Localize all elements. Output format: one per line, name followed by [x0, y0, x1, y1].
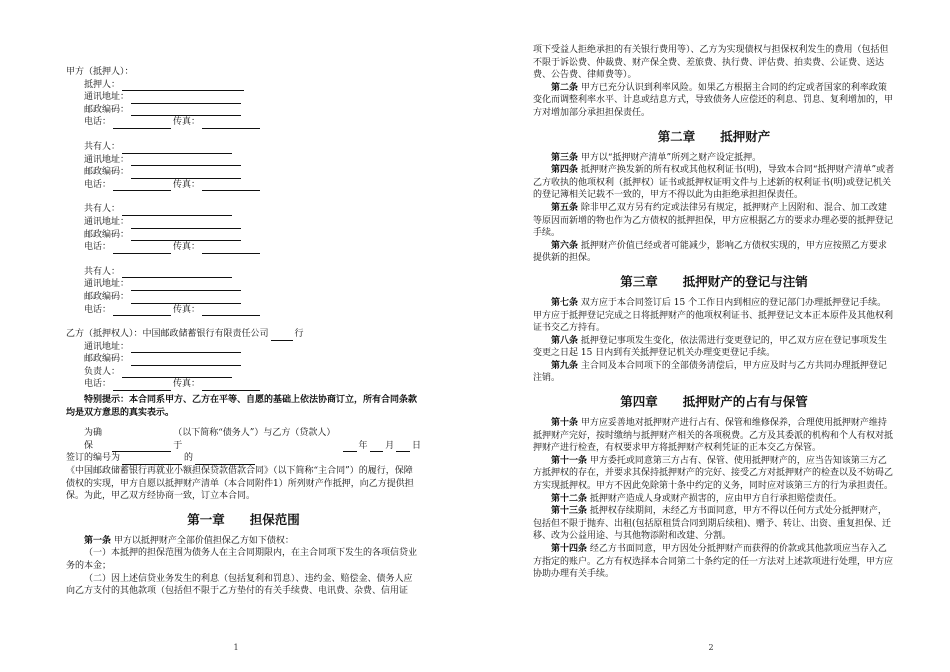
article-5	[533, 202, 895, 240]
co-owner-field[interactable]	[122, 268, 232, 278]
article-label: 第十一条	[551, 455, 588, 466]
co-owner-field[interactable]	[122, 144, 232, 154]
article-label: 第四条	[551, 165, 579, 176]
party-b-heading: 乙方（抵押权人）：中国邮政储蓄银行有限责任公司	[66, 329, 269, 340]
phone-label: 电话：	[84, 304, 112, 315]
article-label: 第七条	[551, 297, 579, 308]
article-label: 第十三条	[551, 506, 588, 517]
fax-field[interactable]	[202, 181, 260, 191]
pledgor-label: 抵押人：	[84, 79, 121, 90]
intro-text: 为确保	[84, 428, 103, 451]
address-label: 通讯地址：	[84, 341, 130, 352]
postcode-field[interactable]	[131, 294, 241, 304]
intro-line-1	[66, 427, 421, 452]
address-field[interactable]	[131, 94, 241, 104]
phone-field[interactable]	[113, 181, 171, 191]
article-9	[533, 360, 895, 385]
phone-label: 电话：	[84, 379, 112, 390]
address-field[interactable]	[131, 281, 241, 291]
postcode-label: 邮政编码：	[84, 354, 130, 365]
contract-name-field[interactable]	[195, 455, 255, 465]
person-in-charge-label: 负责人：	[84, 366, 121, 377]
article-1-item-1: （一）本抵押的担保范围为债务人在主合同期限内，在主合同项下发生的各项信贷业务的本金；	[66, 548, 418, 571]
article-text: 抵押登记事项发生变化，依法需进行变更登记的，甲乙双方应在登记事项发生变更之日起 15 日内到有关抵押登记机关办理变更登记手续。	[533, 335, 887, 359]
address-label: 通讯地址：	[84, 216, 130, 227]
postcode-field[interactable]	[131, 356, 241, 366]
month-field[interactable]	[370, 442, 384, 452]
phone-label: 电话：	[84, 242, 112, 253]
article-label: 第十二条	[551, 493, 588, 504]
intro-text: 签订的编号为	[66, 453, 121, 464]
article-label: 第三条	[551, 152, 579, 163]
intro-text: 月	[385, 440, 395, 451]
page-number: 1	[233, 643, 239, 652]
page-2	[475, 0, 950, 672]
article-10	[533, 417, 895, 455]
postcode-label: 邮政编码：	[84, 104, 130, 115]
article-1	[66, 535, 421, 548]
fax-label: 传真：	[173, 179, 201, 190]
contract-number-field[interactable]	[122, 455, 182, 465]
article-text: 双方应于本合同签订后 15 个工作日内到相应的登记部门办理抵押登记手续。甲方应于抵押登记完成之日将抵押财产的他项权利证书、抵押登记文本正本原件及其他权利证书交乙方持有。	[533, 297, 894, 334]
fax-label: 传真：	[173, 304, 201, 315]
address-field[interactable]	[131, 156, 241, 166]
branch-field[interactable]	[271, 331, 293, 341]
postcode-field[interactable]	[131, 169, 241, 179]
phone-field[interactable]	[113, 306, 171, 316]
intro-line-2	[66, 452, 421, 465]
article-label: 第九条	[551, 360, 579, 371]
special-notice: 特别提示：本合同系甲方、乙方在平等、自愿的基础上依法协商订立，所有合同条款均是双方意思的真实表示。	[66, 395, 418, 418]
chapter-3-heading: 第三章 抵押财产的登记与注销	[620, 273, 808, 289]
postcode-label: 邮政编码：	[84, 229, 130, 240]
article-text: 甲方已充分认识到利率风险。如果乙方根据主合同的约定或者国家的利率政策变化而调整利率水平、计息或结息方式，导致债务人应偿还的利息、罚息、复利增加的，甲方对增加部分承担担保责任。	[533, 82, 894, 118]
article-text: 主合同及本合同项下的全部债务清偿后，甲方应及时与乙方共同办理抵押登记注销。	[533, 360, 887, 384]
page-2-content	[533, 44, 895, 581]
debtor-field[interactable]	[112, 442, 171, 452]
intro-text: 的	[184, 453, 194, 464]
article-label: 第六条	[551, 240, 579, 251]
party-b-block	[66, 328, 421, 391]
address-label: 通讯地址：	[84, 154, 130, 165]
co-owner-label: 共有人：	[84, 204, 121, 215]
article-text: 抵押权存续期间，未经乙方书面同意，甲方不得以任何方式处分抵押财产，包括但不限于抛弃、出租(包括原租赁合同到期后续租)、赠予、转让、出资、重复担保、迁移、改为公益用途、与其他物添附和改建、分割。	[533, 506, 892, 542]
fax-field[interactable]	[202, 244, 260, 254]
article-11	[533, 455, 895, 493]
co-owner-3-block	[66, 266, 421, 316]
article-text: 抵押财产换发新的所有权或其他权利证书(明)，导致本合同“抵押财产清单”或者乙方收执的他项权利（抵押权）证书或抵押权证明文件与上述新的权利证书(明)或登记机关的登记簿相关记载不一致的，甲方不得以此为由拒绝承担担保责任。	[533, 165, 895, 201]
postcode-label: 邮政编码：	[84, 167, 130, 178]
address-label: 通讯地址：	[84, 92, 130, 103]
co-owner-label: 共有人：	[84, 266, 121, 277]
chapter-2-heading: 第二章 抵押财产	[657, 128, 771, 144]
address-label: 通讯地址：	[84, 279, 130, 290]
co-owner-1-block	[66, 141, 421, 191]
article-14	[533, 543, 895, 581]
pledgor-field[interactable]	[122, 81, 244, 91]
postcode-field[interactable]	[131, 106, 241, 116]
chapter-4-heading: 第四章 抵押财产的占有与保管	[620, 394, 808, 410]
postcode-label: 邮政编码：	[84, 291, 130, 302]
address-field[interactable]	[131, 343, 241, 353]
article-6	[533, 240, 895, 265]
article-3	[533, 152, 895, 165]
article-label: 第一条	[84, 535, 112, 546]
co-owner-label: 共有人：	[84, 141, 121, 152]
fax-label: 传真：	[173, 117, 201, 128]
day-field[interactable]	[396, 442, 410, 452]
page-number: 2	[708, 643, 714, 652]
article-8	[533, 335, 895, 360]
article-text: 除非甲乙双方另有约定或法律另有规定，抵押财产上因附和、混合、加工改建等原因而新增的物也作为乙方债权的抵押担保，甲方应根据乙方的要求办理必要的抵押登记手续。	[533, 202, 894, 239]
phone-field[interactable]	[113, 244, 171, 254]
article-label: 第十四条	[551, 544, 588, 554]
phone-label: 电话：	[84, 117, 112, 128]
article-4	[533, 164, 895, 202]
article-1-item-2: （二）因上述信贷业务发生的利息（包括复利和罚息）、违约金、赔偿金、债务人应向乙方支付的其他款项（包括但不限于乙方垫付的有关手续费、电讯费、杂费、信用证	[66, 573, 413, 597]
fax-field[interactable]	[202, 381, 260, 391]
intro-paragraph: 《中国邮政储蓄银行再就业小额担保贷款借款合同》（以下简称“主合同”）的履行，保障债权的实现，甲方自愿以抵押财产清单（本合同附件1）所列财产作抵押，向乙方提供担保。为此，甲乙双方经协商一致，订立本合同。	[66, 466, 414, 502]
person-in-charge-field[interactable]	[122, 368, 232, 378]
article-label: 第五条	[551, 202, 579, 213]
article-label: 第十条	[551, 418, 579, 429]
article-2	[533, 82, 895, 120]
article-13	[533, 505, 895, 543]
article-text: 甲方委托或同意第三方占有、保管、使用抵押财产的，应当告知该第三方乙方抵押权的存在，并要求其保持抵押财产的完好、接受乙方对抵押财产的检查以及不妨碍乙方实现抵押权。甲方不因此免除第十条中约定的义务，同时应对该第三方的行为承担责任。	[533, 455, 894, 492]
branch-suffix: 行	[294, 329, 304, 340]
fax-field[interactable]	[202, 306, 260, 316]
intro-text: 日	[411, 440, 421, 451]
article-text: 甲方应妥善地对抵押财产进行占有、保管和维修保养，合理使用抵押财产维持抵押财产完好，按时缴纳与抵押财产相关的各项税费。乙方及其委派的机构和个人有权对抵押财产进行检查，有权要求甲方将抵押财产权利凭证的正本交乙方保管。	[533, 418, 894, 454]
chapter-1-heading: 第一章 担保范围	[187, 511, 300, 527]
phone-field[interactable]	[113, 119, 171, 129]
phone-label: 电话：	[84, 179, 112, 190]
article-text: 抵押财产造成人身或财产损害的，应由甲方自行承担赔偿责任。	[589, 493, 842, 504]
address-field[interactable]	[131, 219, 241, 229]
co-owner-2-block	[66, 203, 421, 253]
year-field[interactable]	[343, 442, 357, 452]
postcode-field[interactable]	[131, 231, 241, 241]
page-1-content	[66, 66, 421, 598]
article-text: 甲方以“抵押财产清单”所列之财产设定抵押。	[580, 152, 762, 163]
fax-label: 传真：	[173, 379, 201, 390]
phone-field[interactable]	[113, 381, 171, 391]
intro-text: （以下简称“债务人”）与乙方（贷款人）于	[173, 428, 336, 451]
article-label: 第二条	[551, 82, 579, 93]
party-a-heading: 甲方（抵押人）：	[66, 67, 134, 77]
intro-text: 年	[358, 440, 368, 451]
party-a-block	[66, 66, 421, 129]
continued-text: 项下受益人拒绝承担的有关银行费用等）、乙方为实现债权与担保权利发生的费用（包括但不限于诉讼费、仲裁费、财产保全费、差旅费、执行费、评估费、拍卖费、公证费、送达费、公告费、律师费等）。	[533, 45, 889, 81]
article-7	[533, 297, 895, 335]
co-owner-field[interactable]	[122, 206, 232, 216]
article-text: 甲方以抵押财产全部价值担保乙方如下债权：	[113, 535, 294, 546]
fax-label: 传真：	[173, 242, 201, 253]
article-label: 第八条	[551, 335, 579, 346]
article-12	[533, 493, 895, 506]
article-text: 经乙方书面同意，甲方因处分抵押财产而获得的价款或其他款项应当存入乙方指定的账户。乙方有权选择本合同第二十条约定的任一方法对上述款项进行处理，甲方应协助办理有关手续。	[533, 544, 894, 580]
article-text: 抵押财产价值已经或者可能减少，影响乙方债权实现的，甲方应按照乙方要求提供新的担保。	[533, 240, 887, 264]
fax-field[interactable]	[202, 119, 260, 129]
